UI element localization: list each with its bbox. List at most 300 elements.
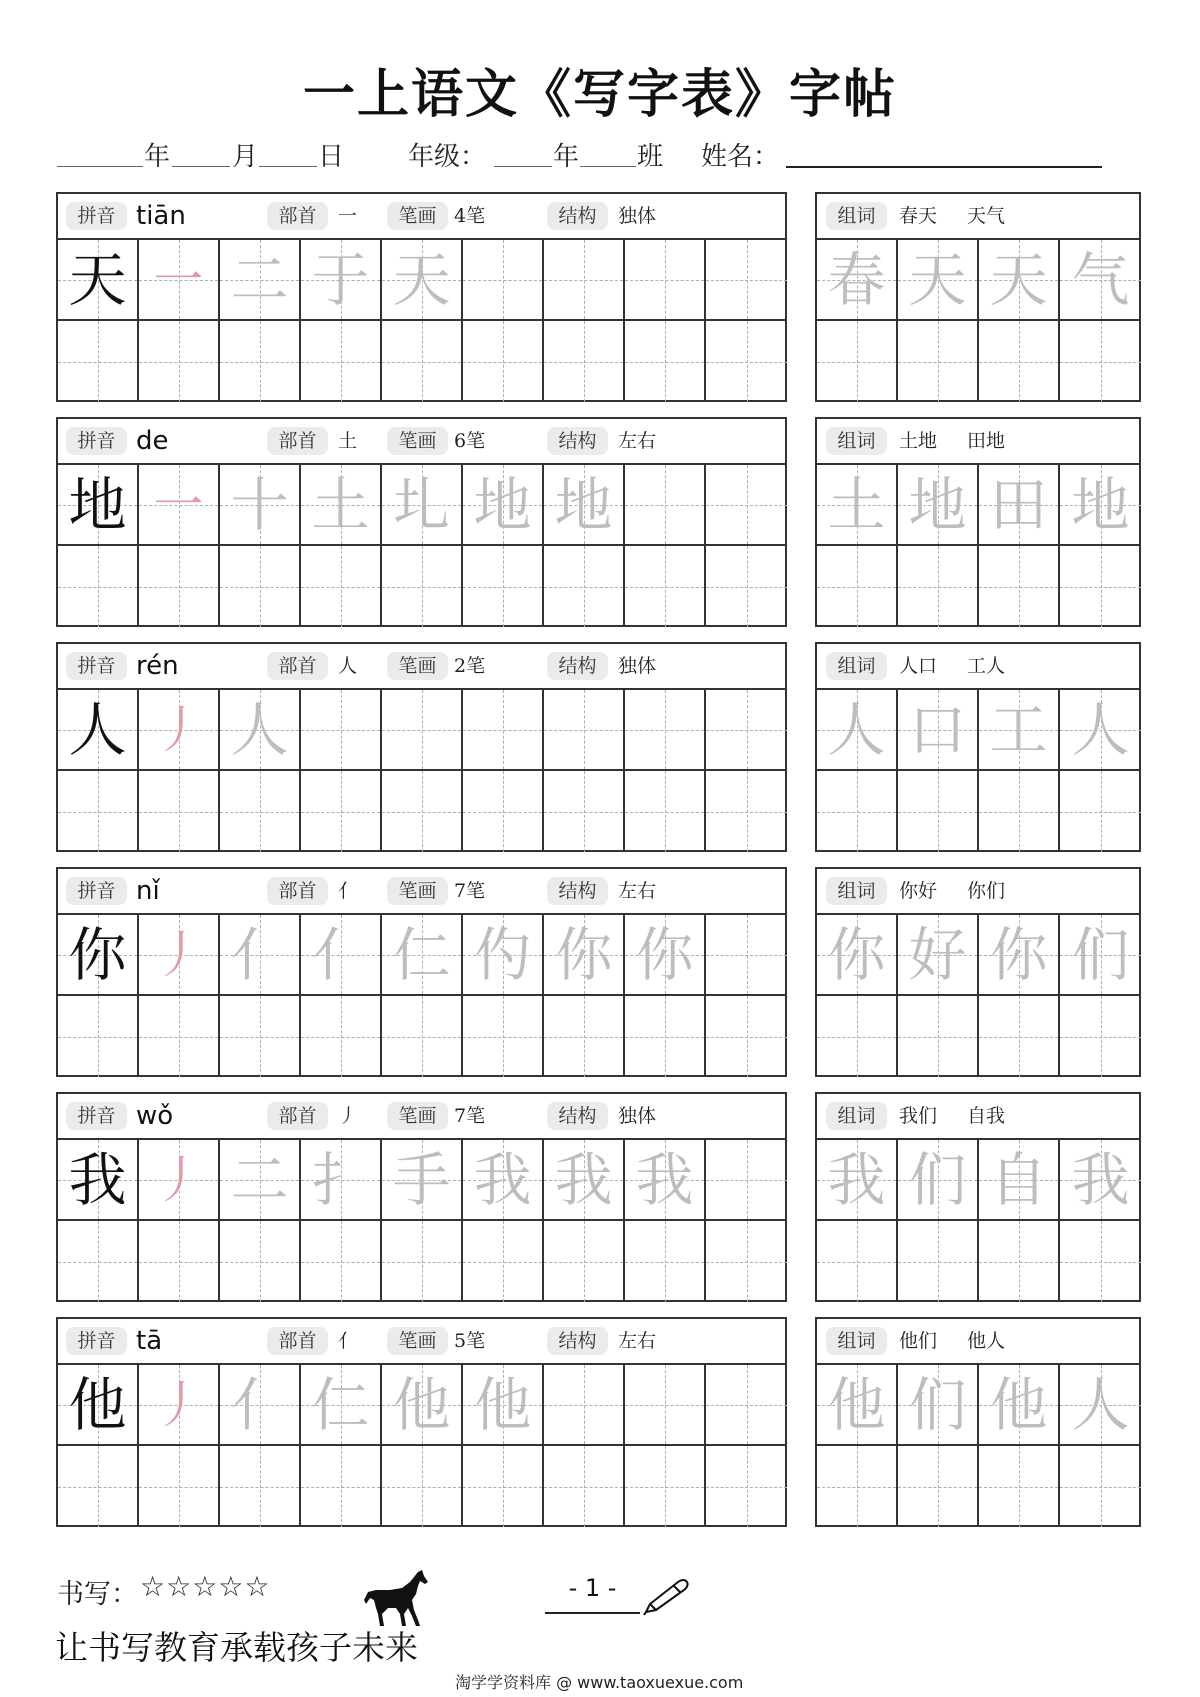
word-practice-block <box>815 192 1141 402</box>
word-writing-cell[interactable] <box>817 546 898 627</box>
word-writing-cell[interactable] <box>979 771 1060 852</box>
character-practice-block <box>56 1092 787 1302</box>
year-label: 年 <box>144 142 171 172</box>
writing-cell[interactable] <box>544 1446 625 1527</box>
writing-cell[interactable] <box>58 1140 139 1221</box>
pinyin-label: 拼音 <box>66 427 127 455</box>
word-writing-grid <box>817 1365 1139 1525</box>
day-label: 日 <box>318 142 345 172</box>
stroke-order-step: 土 <box>311 471 370 539</box>
structure-label: 结构 <box>547 427 608 455</box>
writing-cell[interactable] <box>382 1446 463 1527</box>
stroke-order-step: 我 <box>473 1146 532 1214</box>
writing-cell[interactable] <box>706 771 787 852</box>
writing-cell[interactable] <box>706 996 787 1077</box>
writing-cell[interactable] <box>382 1140 463 1221</box>
writing-cell[interactable] <box>58 465 139 546</box>
character-practice-block <box>56 417 787 627</box>
writing-cell[interactable] <box>463 1365 544 1446</box>
word-writing-cell[interactable] <box>1060 1365 1141 1446</box>
word-trace-character: 你 <box>989 921 1048 989</box>
word-writing-grid <box>817 690 1139 850</box>
word-writing-cell[interactable] <box>979 321 1060 402</box>
word-writing-cell[interactable] <box>979 915 1060 996</box>
words-header <box>817 194 1139 240</box>
word-2: 天气 <box>967 205 1006 227</box>
writing-cell[interactable] <box>301 1140 382 1221</box>
word-practice-block <box>815 1092 1141 1302</box>
word-writing-cell[interactable] <box>898 1446 979 1527</box>
writing-cell[interactable] <box>625 1140 706 1221</box>
pen-icon <box>640 1578 690 1616</box>
structure-value: 独体 <box>618 655 657 677</box>
writing-cell[interactable] <box>544 546 625 627</box>
name-blank[interactable] <box>786 166 1102 168</box>
grade-year-label: 年 <box>553 142 580 172</box>
word-writing-cell[interactable] <box>817 1446 898 1527</box>
writing-cell[interactable] <box>139 240 220 321</box>
pinyin-value: tiān <box>136 201 186 231</box>
structure-value: 左右 <box>618 880 657 902</box>
writing-cell[interactable] <box>301 996 382 1077</box>
writing-cell[interactable] <box>706 240 787 321</box>
word-writing-cell[interactable] <box>898 240 979 321</box>
radical-value: 土 <box>338 430 358 452</box>
stroke-order-step: 扌 <box>311 1146 370 1214</box>
writing-cell[interactable] <box>58 321 139 402</box>
word-trace-character: 地 <box>908 471 967 539</box>
student-info-line <box>0 136 1200 176</box>
writing-cell[interactable] <box>220 1221 301 1302</box>
writing-cell[interactable] <box>301 1446 382 1527</box>
writing-cell[interactable] <box>625 1446 706 1527</box>
writing-cell[interactable] <box>463 1140 544 1221</box>
word-writing-cell[interactable] <box>817 996 898 1077</box>
page-title: 一上语文《写字表》字帖 <box>302 65 897 125</box>
stroke-order-step: 亻 <box>230 1371 289 1439</box>
word-trace-character: 气 <box>1071 246 1130 314</box>
stroke-order-step: 一 <box>153 251 204 309</box>
pinyin-label: 拼音 <box>66 1327 127 1355</box>
stroke-order-step: 丿 <box>153 1151 204 1209</box>
writing-grid <box>58 690 785 850</box>
stroke-order-step: 十 <box>230 471 289 539</box>
writing-cell[interactable] <box>463 546 544 627</box>
class-blank[interactable] <box>580 166 636 167</box>
word-writing-cell[interactable] <box>979 690 1060 771</box>
writing-cell[interactable] <box>382 771 463 852</box>
day-blank[interactable] <box>259 166 317 167</box>
class-label: 班 <box>637 142 664 172</box>
stroke-order-step: 圠 <box>392 471 451 539</box>
model-character: 你 <box>68 921 127 989</box>
word-trace-character: 们 <box>908 1146 967 1214</box>
writing-cell[interactable] <box>382 915 463 996</box>
writing-cell[interactable] <box>220 465 301 546</box>
writing-cell[interactable] <box>301 465 382 546</box>
writing-cell[interactable] <box>139 321 220 402</box>
word-writing-cell[interactable] <box>1060 1446 1141 1527</box>
word-2: 工人 <box>967 655 1006 677</box>
word-writing-grid <box>817 915 1139 1075</box>
writing-cell[interactable] <box>301 240 382 321</box>
writing-cell[interactable] <box>706 1140 787 1221</box>
writing-cell[interactable] <box>544 771 625 852</box>
words-label: 组词 <box>826 427 887 455</box>
word-trace-character: 人 <box>1071 696 1130 764</box>
writing-cell[interactable] <box>463 690 544 771</box>
word-writing-cell[interactable] <box>979 1140 1060 1221</box>
word-practice-block <box>815 867 1141 1077</box>
stroke-order-step: 手 <box>392 1146 451 1214</box>
stroke-order-step: 亻 <box>311 921 370 989</box>
grade-label: 年级： <box>408 142 487 172</box>
writing-cell[interactable] <box>301 1221 382 1302</box>
writing-cell[interactable] <box>544 690 625 771</box>
writing-cell[interactable] <box>139 1365 220 1446</box>
writing-cell[interactable] <box>382 240 463 321</box>
writing-cell[interactable] <box>58 240 139 321</box>
word-writing-cell[interactable] <box>898 996 979 1077</box>
stroke-order-step: 丿 <box>153 1376 204 1434</box>
word-writing-cell[interactable] <box>817 1365 898 1446</box>
stroke-order-step: 丿 <box>153 926 204 984</box>
word-writing-cell[interactable] <box>817 690 898 771</box>
writing-cell[interactable] <box>382 546 463 627</box>
writing-cell[interactable] <box>544 321 625 402</box>
word-writing-cell[interactable] <box>979 1365 1060 1446</box>
word-writing-cell[interactable] <box>898 915 979 996</box>
stroke-order-step: 丿 <box>153 701 204 759</box>
pinyin-value: nǐ <box>136 876 160 906</box>
model-character: 人 <box>68 696 127 764</box>
writing-cell[interactable] <box>58 1446 139 1527</box>
radical-label: 部首 <box>267 202 328 230</box>
word-2: 田地 <box>967 430 1006 452</box>
writing-cell[interactable] <box>220 690 301 771</box>
writing-grid <box>58 240 785 400</box>
word-writing-cell[interactable] <box>1060 1140 1141 1221</box>
model-character: 我 <box>68 1146 127 1214</box>
structure-value: 独体 <box>618 205 657 227</box>
writing-cell[interactable] <box>463 1221 544 1302</box>
word-trace-character: 好 <box>908 921 967 989</box>
structure-label: 结构 <box>547 1102 608 1130</box>
writing-cell[interactable] <box>706 1221 787 1302</box>
writing-cell[interactable] <box>139 915 220 996</box>
writing-cell[interactable] <box>139 996 220 1077</box>
word-trace-character: 地 <box>1071 471 1130 539</box>
writing-cell[interactable] <box>220 1140 301 1221</box>
stroke-order-step: 我 <box>635 1146 694 1214</box>
rating-stars[interactable]: ☆☆☆☆☆ <box>140 1570 271 1603</box>
writing-cell[interactable] <box>139 1446 220 1527</box>
writing-cell[interactable] <box>220 1365 301 1446</box>
writing-cell[interactable] <box>544 915 625 996</box>
structure-label: 结构 <box>547 652 608 680</box>
word-trace-character: 们 <box>1071 921 1130 989</box>
writing-cell[interactable] <box>463 996 544 1077</box>
words-header <box>817 419 1139 465</box>
word-practice-block <box>815 1317 1141 1527</box>
word-writing-cell[interactable] <box>898 1221 979 1302</box>
strokes-value: 7笔 <box>454 880 486 902</box>
writing-cell[interactable] <box>382 321 463 402</box>
stroke-order-step: 二 <box>230 1146 289 1214</box>
character-info-header <box>58 869 785 915</box>
writing-cell[interactable] <box>139 465 220 546</box>
writing-cell[interactable] <box>625 546 706 627</box>
radical-label: 部首 <box>267 652 328 680</box>
model-character: 天 <box>68 246 127 314</box>
writing-cell[interactable] <box>706 465 787 546</box>
words-label: 组词 <box>826 202 887 230</box>
writing-cell[interactable] <box>301 321 382 402</box>
structure-value: 左右 <box>618 430 657 452</box>
word-writing-cell[interactable] <box>817 771 898 852</box>
writing-cell[interactable] <box>544 1140 625 1221</box>
word-writing-cell[interactable] <box>817 465 898 546</box>
writing-grid <box>58 1365 785 1525</box>
writing-cell[interactable] <box>220 1446 301 1527</box>
word-writing-cell[interactable] <box>1060 240 1141 321</box>
character-info-header <box>58 1319 785 1365</box>
writing-cell[interactable] <box>220 240 301 321</box>
radical-value: 丿 <box>338 1105 358 1127</box>
writing-cell[interactable] <box>220 996 301 1077</box>
writing-cell[interactable] <box>463 321 544 402</box>
month-blank[interactable] <box>172 166 230 167</box>
word-writing-cell[interactable] <box>979 546 1060 627</box>
watermark: 淘学学资料库 @ www.taoxuexue.com <box>455 1673 744 1692</box>
character-practice-block <box>56 867 787 1077</box>
structure-label: 结构 <box>547 877 608 905</box>
word-writing-cell[interactable] <box>979 996 1060 1077</box>
writing-cell[interactable] <box>58 996 139 1077</box>
word-writing-cell[interactable] <box>1060 546 1141 627</box>
writing-cell[interactable] <box>625 1221 706 1302</box>
word-writing-cell[interactable] <box>898 546 979 627</box>
writing-cell[interactable] <box>58 690 139 771</box>
word-writing-cell[interactable] <box>817 321 898 402</box>
radical-label: 部首 <box>267 877 328 905</box>
writing-cell[interactable] <box>544 996 625 1077</box>
word-writing-cell[interactable] <box>1060 915 1141 996</box>
pinyin-value: rén <box>136 651 179 681</box>
writing-cell[interactable] <box>58 1365 139 1446</box>
word-writing-cell[interactable] <box>979 240 1060 321</box>
writing-cell[interactable] <box>139 1221 220 1302</box>
writing-cell[interactable] <box>625 996 706 1077</box>
writing-cell[interactable] <box>625 771 706 852</box>
stroke-order-step: 天 <box>392 246 451 314</box>
radical-value: 亻 <box>338 1330 358 1352</box>
writing-cell[interactable] <box>544 1365 625 1446</box>
writing-cell[interactable] <box>301 915 382 996</box>
word-writing-cell[interactable] <box>817 915 898 996</box>
strokes-value: 2笔 <box>454 655 486 677</box>
word-trace-character: 口 <box>908 696 967 764</box>
structure-label: 结构 <box>547 1327 608 1355</box>
writing-cell[interactable] <box>139 690 220 771</box>
word-2: 你们 <box>967 880 1006 902</box>
writing-cell[interactable] <box>382 1365 463 1446</box>
writing-cell[interactable] <box>382 1221 463 1302</box>
character-practice-block <box>56 1317 787 1527</box>
word-2: 他人 <box>967 1330 1006 1352</box>
word-writing-cell[interactable] <box>817 1140 898 1221</box>
radical-label: 部首 <box>267 427 328 455</box>
writing-cell[interactable] <box>301 546 382 627</box>
character-info-header <box>58 194 785 240</box>
writing-cell[interactable] <box>625 321 706 402</box>
page-number: - 1 - <box>568 1574 617 1602</box>
writing-cell[interactable] <box>706 690 787 771</box>
strokes-value: 5笔 <box>454 1330 486 1352</box>
word-writing-grid <box>817 465 1139 625</box>
radical-value: 亻 <box>338 880 358 902</box>
stroke-order-step: 仁 <box>311 1371 370 1439</box>
writing-cell[interactable] <box>58 546 139 627</box>
year-blank[interactable] <box>57 166 143 167</box>
name-label: 姓名： <box>701 142 780 172</box>
writing-cell[interactable] <box>301 690 382 771</box>
pinyin-label: 拼音 <box>66 877 127 905</box>
writing-cell[interactable] <box>544 1221 625 1302</box>
stroke-order-step: 地 <box>473 471 532 539</box>
pinyin-value: tā <box>136 1326 163 1356</box>
writing-cell[interactable] <box>463 465 544 546</box>
strokes-label: 笔画 <box>387 877 448 905</box>
stroke-order-step: 仁 <box>392 921 451 989</box>
word-writing-cell[interactable] <box>898 1365 979 1446</box>
writing-cell[interactable] <box>139 546 220 627</box>
stroke-order-step: 你 <box>554 921 613 989</box>
word-writing-cell[interactable] <box>817 1221 898 1302</box>
writing-cell[interactable] <box>301 1365 382 1446</box>
writing-cell[interactable] <box>463 771 544 852</box>
word-trace-character: 他 <box>989 1371 1048 1439</box>
writing-cell[interactable] <box>625 1365 706 1446</box>
writing-cell[interactable] <box>706 546 787 627</box>
word-writing-cell[interactable] <box>898 321 979 402</box>
words-header <box>817 644 1139 690</box>
writing-cell[interactable] <box>463 915 544 996</box>
writing-cell[interactable] <box>58 771 139 852</box>
pinyin-label: 拼音 <box>66 1102 127 1130</box>
word-1: 土地 <box>899 430 938 452</box>
writing-cell[interactable] <box>58 915 139 996</box>
word-writing-cell[interactable] <box>1060 321 1141 402</box>
word-trace-character: 他 <box>827 1371 886 1439</box>
word-writing-cell[interactable] <box>1060 996 1141 1077</box>
word-1: 我们 <box>899 1105 938 1127</box>
writing-cell[interactable] <box>463 240 544 321</box>
word-writing-cell[interactable] <box>1060 771 1141 852</box>
writing-cell[interactable] <box>382 996 463 1077</box>
word-writing-cell[interactable] <box>1060 1221 1141 1302</box>
writing-cell[interactable] <box>706 1446 787 1527</box>
page-number-underline <box>545 1612 640 1614</box>
word-trace-character: 自 <box>989 1146 1048 1214</box>
word-writing-cell[interactable] <box>1060 690 1141 771</box>
word-trace-character: 我 <box>1071 1146 1130 1214</box>
word-writing-cell[interactable] <box>898 465 979 546</box>
writing-cell[interactable] <box>463 1446 544 1527</box>
word-writing-cell[interactable] <box>979 1446 1060 1527</box>
writing-cell[interactable] <box>544 240 625 321</box>
word-writing-grid <box>817 1140 1139 1300</box>
word-writing-cell[interactable] <box>1060 465 1141 546</box>
character-info-header <box>58 644 785 690</box>
writing-cell[interactable] <box>220 546 301 627</box>
writing-cell[interactable] <box>220 771 301 852</box>
writing-grid <box>58 1140 785 1300</box>
grade-year-blank[interactable] <box>494 166 552 167</box>
writing-cell[interactable] <box>58 1221 139 1302</box>
structure-value: 左右 <box>618 1330 657 1352</box>
words-header <box>817 869 1139 915</box>
word-trace-character: 天 <box>908 246 967 314</box>
writing-cell[interactable] <box>382 690 463 771</box>
writing-cell[interactable] <box>382 465 463 546</box>
writing-cell[interactable] <box>139 771 220 852</box>
writing-cell[interactable] <box>220 321 301 402</box>
word-writing-cell[interactable] <box>898 771 979 852</box>
stroke-order-step: 于 <box>311 246 370 314</box>
writing-cell[interactable] <box>706 1365 787 1446</box>
writing-cell[interactable] <box>625 465 706 546</box>
strokes-label: 笔画 <box>387 1327 448 1355</box>
writing-cell[interactable] <box>706 915 787 996</box>
writing-cell[interactable] <box>301 771 382 852</box>
words-label: 组词 <box>826 1327 887 1355</box>
word-trace-character: 人 <box>1071 1371 1130 1439</box>
word-trace-character: 我 <box>827 1146 886 1214</box>
writing-cell[interactable] <box>139 1140 220 1221</box>
structure-label: 结构 <box>547 202 608 230</box>
word-trace-character: 春 <box>827 246 886 314</box>
word-trace-character: 田 <box>989 471 1048 539</box>
stroke-order-step: 他 <box>473 1371 532 1439</box>
radical-value: 人 <box>338 655 358 677</box>
word-writing-cell[interactable] <box>817 240 898 321</box>
word-1: 春天 <box>899 205 938 227</box>
horse-icon <box>362 1570 432 1628</box>
model-character: 他 <box>68 1371 127 1439</box>
strokes-value: 4笔 <box>454 205 486 227</box>
writing-grid <box>58 465 785 625</box>
word-writing-cell[interactable] <box>979 465 1060 546</box>
word-writing-cell[interactable] <box>898 690 979 771</box>
writing-cell[interactable] <box>706 321 787 402</box>
writing-cell[interactable] <box>625 240 706 321</box>
stroke-order-step: 亻 <box>230 921 289 989</box>
words-header <box>817 1094 1139 1140</box>
word-practice-block <box>815 642 1141 852</box>
word-writing-cell[interactable] <box>979 1221 1060 1302</box>
word-1: 你好 <box>899 880 938 902</box>
writing-cell[interactable] <box>625 690 706 771</box>
word-writing-cell[interactable] <box>898 1140 979 1221</box>
radical-label: 部首 <box>267 1102 328 1130</box>
writing-cell[interactable] <box>220 915 301 996</box>
writing-cell[interactable] <box>625 915 706 996</box>
character-practice-block <box>56 642 787 852</box>
stroke-order-step: 你 <box>635 921 694 989</box>
writing-cell[interactable] <box>544 465 625 546</box>
pinyin-label: 拼音 <box>66 202 127 230</box>
